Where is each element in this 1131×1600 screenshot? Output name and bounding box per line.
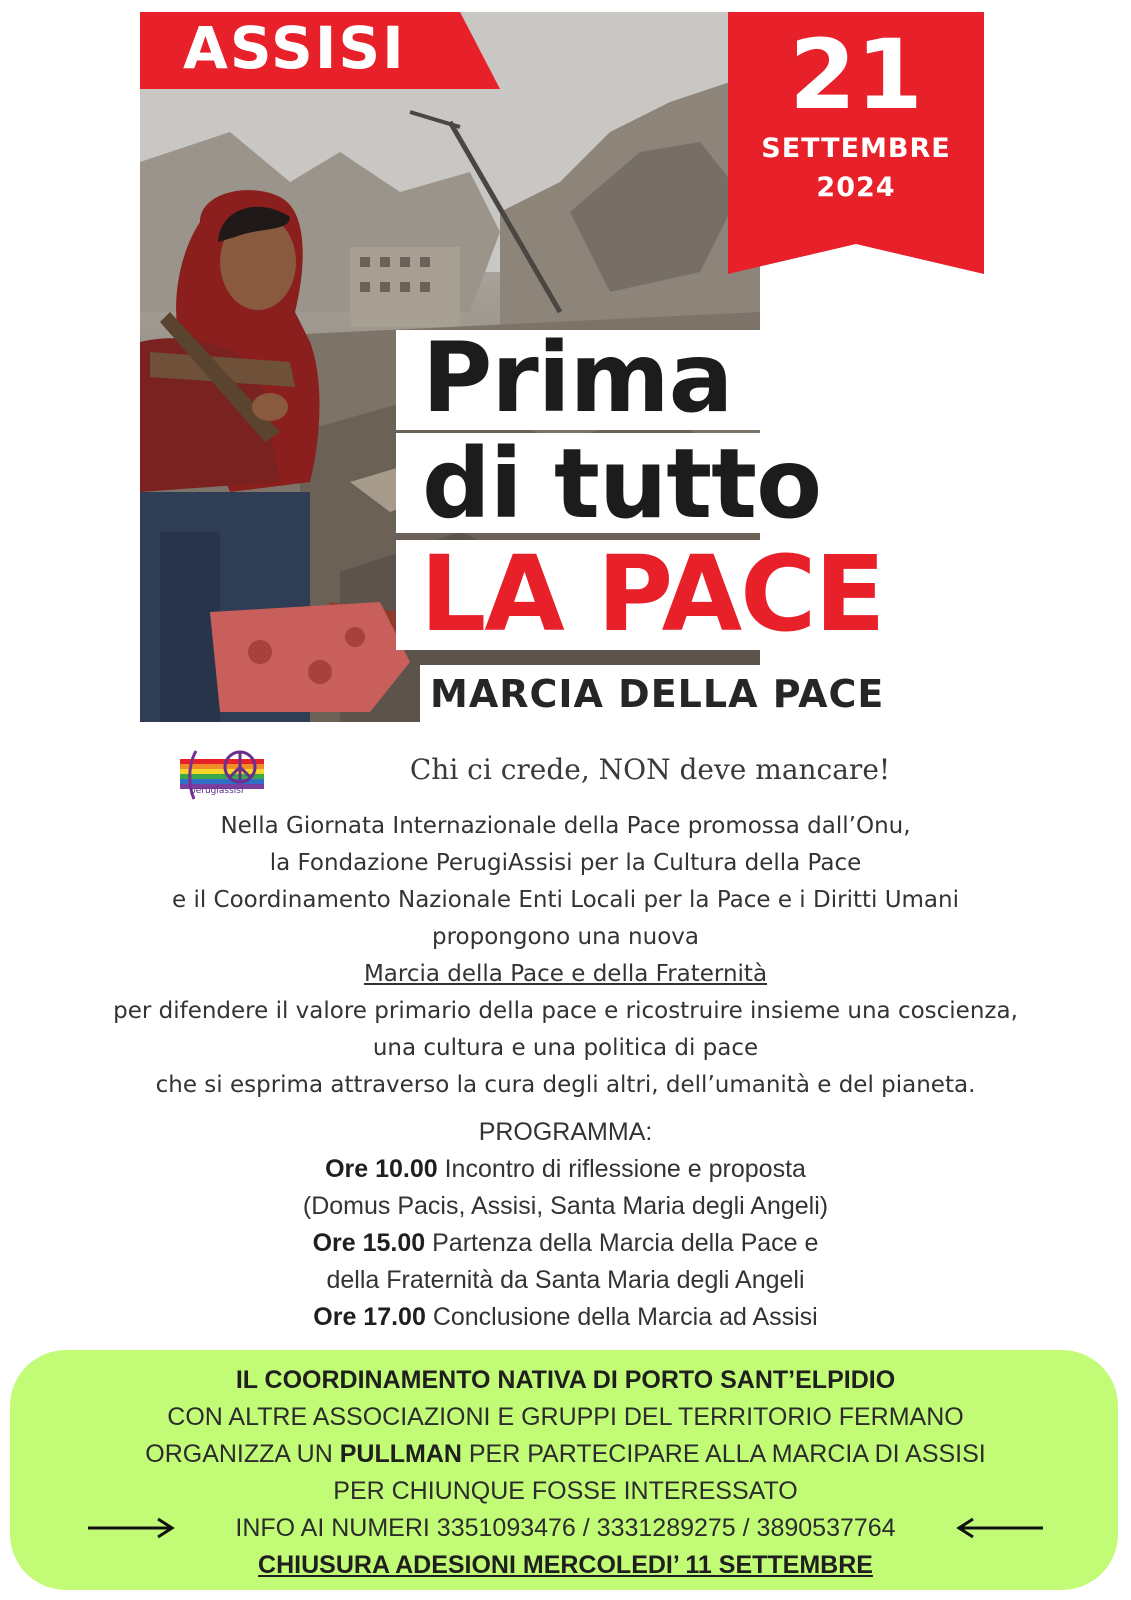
tagline: Chi ci crede, NON deve mancare! bbox=[409, 753, 891, 786]
program-text: Incontro di riflessione e proposta bbox=[444, 1155, 806, 1183]
program-item bbox=[0, 1151, 1131, 1188]
program-time: Ore 17.00 bbox=[313, 1303, 426, 1331]
notice-info: INFO AI NUMERI 3351093476 / 3331289275 / 3890537764 bbox=[235, 1514, 896, 1542]
program-item bbox=[0, 1225, 1131, 1262]
program-text: (Domus Pacis, Assisi, Santa Maria degli Angeli) bbox=[302, 1192, 829, 1220]
intro-line: per difendere il valore primario della pace e ricostruire insieme una coscienza, bbox=[113, 998, 1018, 1024]
program-text: della Fraternità da Santa Maria degli Angeli bbox=[326, 1266, 805, 1294]
logo-wordmark: perugiassisi bbox=[190, 786, 244, 796]
notice-line: ORGANIZZA UN PULLMAN PER PARTECIPARE ALLA MARCIA DI ASSISI bbox=[145, 1440, 986, 1468]
pullman-highlight: PULLMAN bbox=[339, 1440, 462, 1468]
program-item bbox=[0, 1262, 1131, 1299]
intro-line: che si esprima attraverso la cura degli altri, dell’umanità e del pianeta. bbox=[155, 1072, 976, 1098]
intro-line: Nella Giornata Internazionale della Pace promossa dall’Onu, bbox=[220, 813, 911, 839]
headline-line-1: Prima bbox=[422, 322, 733, 434]
city-label: ASSISI bbox=[183, 14, 406, 82]
intro-line: la Fondazione PerugiAssisi per la Cultura della Pace bbox=[269, 850, 862, 876]
program-text: Conclusione della Marcia ad Assisi bbox=[432, 1303, 818, 1331]
notice-title: IL COORDINAMENTO NATIVA DI PORTO SANT’ELPIDIO bbox=[235, 1366, 896, 1394]
program-time: Ore 10.00 bbox=[325, 1155, 438, 1183]
program-item bbox=[0, 1188, 1131, 1225]
intro-highlight bbox=[0, 956, 1131, 992]
headline-subtitle: MARCIA DELLA PACE bbox=[430, 672, 885, 716]
program-time: Ore 15.00 bbox=[312, 1229, 426, 1257]
date-day: 21 bbox=[789, 19, 923, 131]
program-item bbox=[0, 1299, 1131, 1336]
notice-line: PER CHIUNQUE FOSSE INTERESSATO bbox=[333, 1477, 798, 1505]
right-arrow-icon bbox=[88, 1516, 178, 1540]
program-text: Partenza della Marcia della Pace e bbox=[432, 1229, 819, 1257]
headline-line-3: LA PACE bbox=[420, 533, 884, 655]
program-heading: PROGRAMMA: bbox=[478, 1118, 653, 1146]
intro-line: una cultura e una politica di pace bbox=[372, 1035, 759, 1061]
headline-line-2: di tutto bbox=[422, 428, 822, 540]
march-title-link: Marcia della Pace e della Fraternità bbox=[363, 961, 768, 987]
intro-line: propongono una nuova bbox=[432, 924, 699, 950]
date-year: 2024 bbox=[816, 172, 896, 203]
left-arrow-icon bbox=[953, 1516, 1043, 1540]
notice-line: CON ALTRE ASSOCIAZIONI E GRUPPI DEL TERRITORIO FERMANO bbox=[167, 1403, 964, 1431]
date-month: SETTEMBRE bbox=[761, 133, 951, 164]
intro-line: e il Coordinamento Nazionale Enti Locali per la Pace e i Diritti Umani bbox=[172, 887, 959, 913]
notice-closing: CHIUSURA ADESIONI MERCOLEDI’ 11 SETTEMBRE bbox=[258, 1551, 873, 1579]
